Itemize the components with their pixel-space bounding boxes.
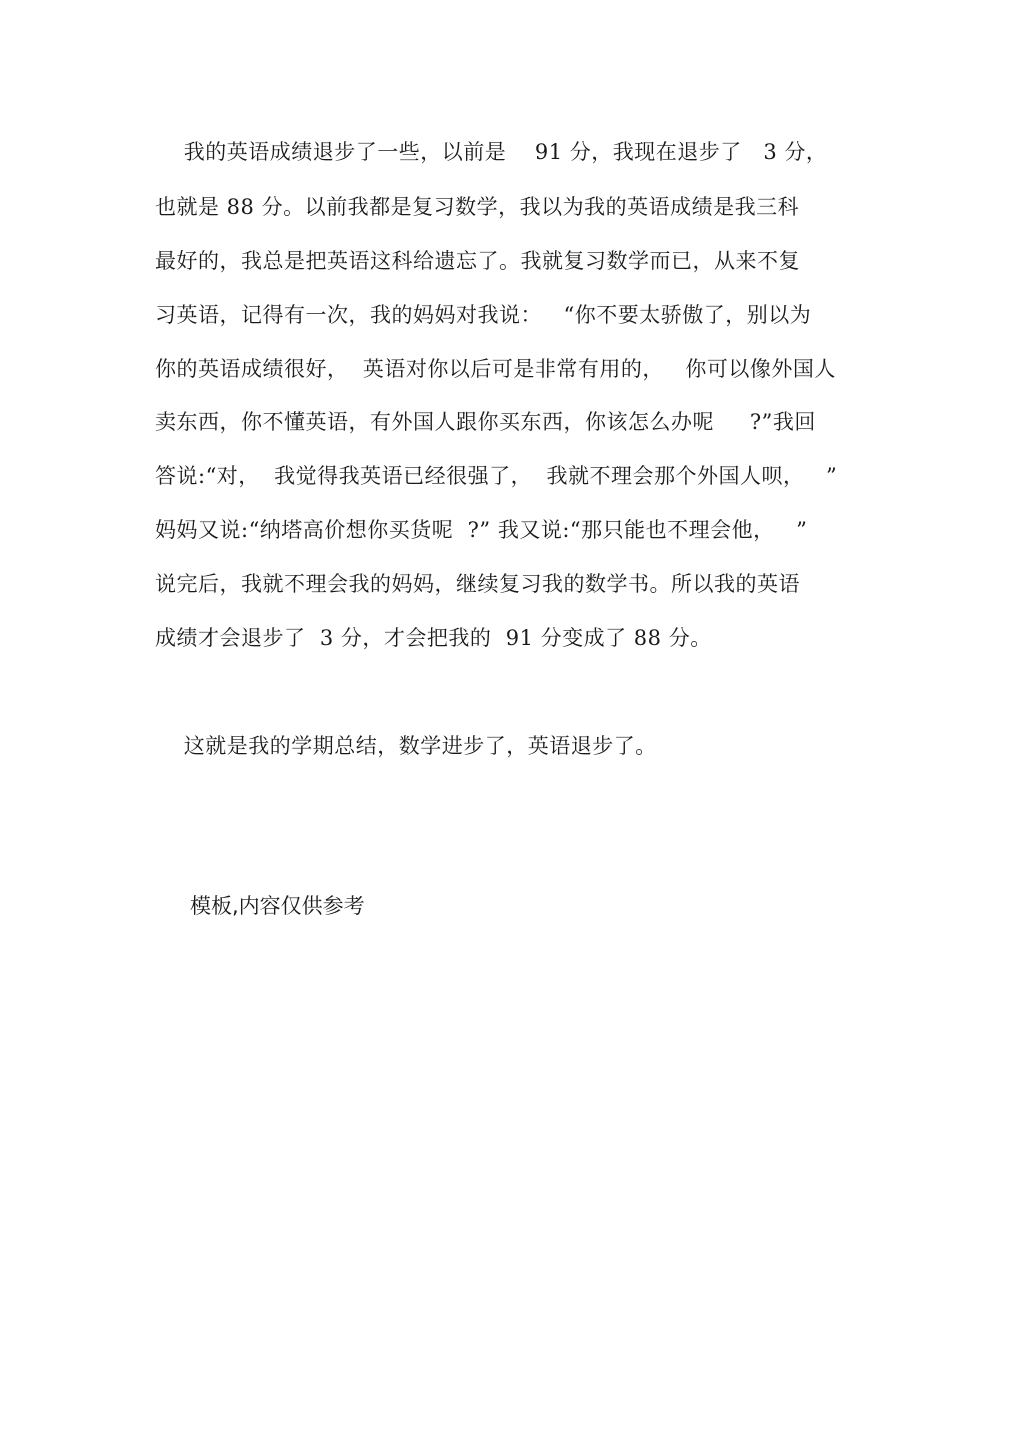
paragraph-1-line-5: 你的英语成绩很好， 英语对你以后可是非常有用的， 你可以像外国人 — [155, 357, 836, 381]
paragraph-1-line-3: 最好的，我总是把英语这科给遗忘了。我就复习数学而已，从来不复 — [155, 249, 800, 273]
paragraph-1-line-6: 卖东西，你不懂英语，有外国人跟你买东西，你该怎么办呢 ?”我回 — [155, 410, 816, 434]
paragraph-1-line-2: 也就是 88 分。以前我都是复习数学，我以为我的英语成绩是我三科 — [155, 195, 800, 219]
paragraph-1-line-1: 我的英语成绩退步了一些，以前是 91 分，我现在退步了 3 分， — [155, 140, 828, 164]
paragraph-2: 这就是我的学期总结，数学进步了，英语退步了。 — [155, 734, 657, 758]
paragraph-1-line-8: 妈妈又说:“纳塔高价想你买货呢 ?” 我又说:“那只能也不理会他， ” — [155, 518, 808, 542]
paragraph-1-line-4: 习英语，记得有一次，我的妈妈对我说： “你不要太骄傲了，别以为 — [155, 303, 812, 327]
footer-note: 模板,内容仅供参考 — [190, 894, 365, 918]
paragraph-1-line-10: 成绩才会退步了 3 分，才会把我的 91 分变成了 88 分。 — [155, 626, 712, 650]
paragraph-1-line-7: 答说:“对， 我觉得我英语已经很强了， 我就不理会那个外国人呗， ” — [155, 464, 838, 488]
paragraph-1-line-9: 说完后，我就不理会我的妈妈，继续复习我的数学书。所以我的英语 — [155, 572, 800, 596]
